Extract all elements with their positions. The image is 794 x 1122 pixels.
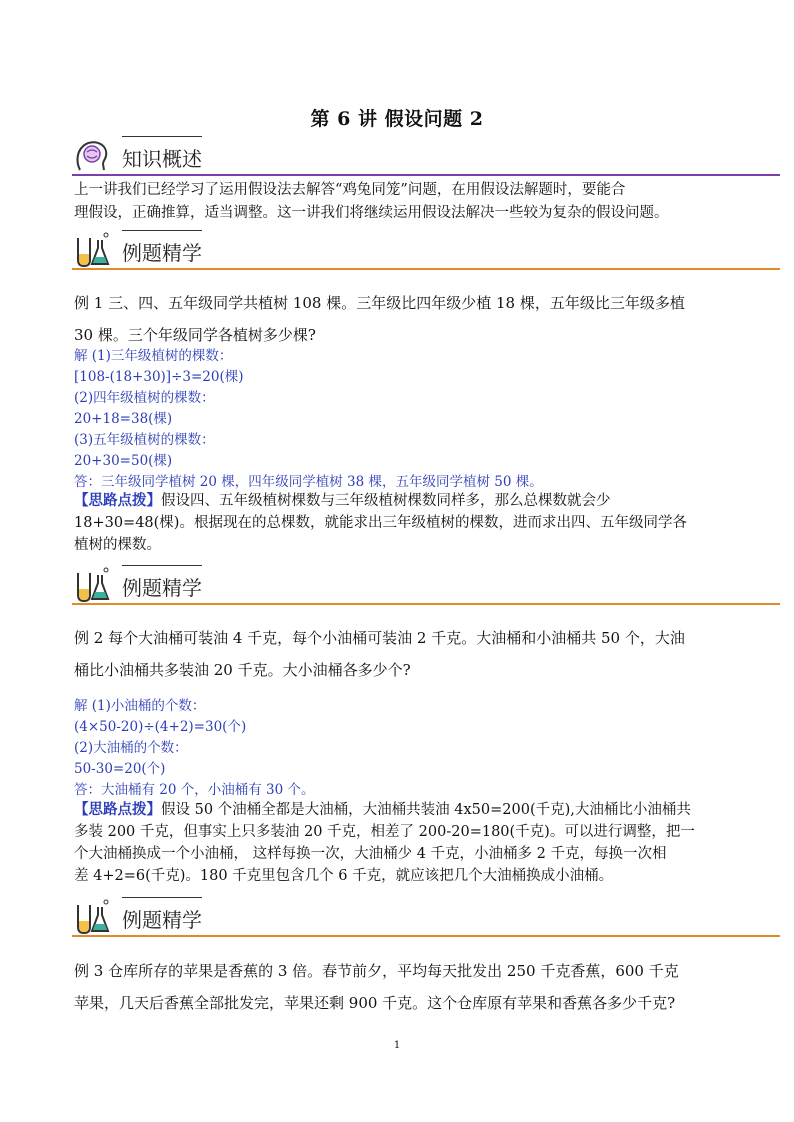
lab-flask-icon [72, 897, 112, 935]
solution-line: (2)四年级植树的棵数： [74, 390, 215, 406]
header-top-rule [122, 136, 202, 137]
question-line: 例 2 每个大油桶可装油 4 千克，每个小油桶可装油 2 千克。大油桶和小油桶共 50 个，大油 [74, 629, 685, 647]
solution-line: 20+18=38(棵) [74, 411, 173, 427]
solution-line: 解 (1)三年级植树的棵数： [74, 348, 233, 364]
header-top-rule [122, 230, 202, 231]
section-label-knowledge: 知识概述 [122, 147, 202, 171]
section-rule-purple [72, 174, 780, 176]
knowledge-text-line: 理假设，正确推算，适当调整。这一讲我们将继续运用假设法解决一些较为复杂的假设问题。 [74, 205, 669, 221]
solution-answer: 答：三年级同学植树 20 棵，四年级同学植树 38 棵，五年级同学植树 50 棵。 [74, 474, 543, 490]
example-1-hint [74, 490, 784, 556]
hint-line: 个大油桶换成一个小油桶， 这样每换一次，大油桶少 4 千克，小油桶多 2 千克，每换一次相 [74, 846, 667, 862]
solution-line: [108-(18+30)]÷3=20(棵) [74, 369, 244, 385]
example-1-question [74, 287, 782, 351]
example-1-solution [74, 346, 782, 493]
hint-tag: 【思路点拨】 [74, 801, 161, 818]
section-label-example: 例题精学 [122, 576, 202, 600]
question-line: 桶比小油桶共多装油 20 千克。大小油桶各多少个? [74, 661, 411, 679]
solution-line: 50-30=20(个) [74, 761, 166, 777]
header-top-rule [122, 897, 202, 898]
lab-flask-icon [72, 565, 112, 603]
question-line: 例 1 三、四、五年级同学共植树 108 棵。三年级比四年级少植 18 棵，五年级比三年级多植 [74, 294, 685, 312]
example-3-question [74, 955, 782, 1019]
question-line: 苹果，几天后香蕉全部批发完，苹果还剩 900 千克。这个仓库原有苹果和香蕉各多少千克? [74, 994, 676, 1012]
solution-line: (2)大油桶的个数： [74, 740, 188, 756]
hint-line: 差 4+2=6(千克)。180 千克里包含几个 6 千克，就应该把几个大油桶换成小油桶。 [74, 868, 614, 884]
hint-tag: 【思路点拨】 [74, 492, 161, 509]
page-title: 第 6 讲 假设问题 2 [310, 108, 484, 130]
section-label-example: 例题精学 [122, 908, 202, 932]
solution-line: (3)五年级植树的棵数： [74, 432, 215, 448]
header-top-rule [122, 565, 202, 566]
section-header-example-3 [72, 897, 780, 937]
hint-line: 多装 200 千克，但事实上只多装油 20 千克，相差了 200-20=180(千克)。可以进行调整，把一 [74, 824, 695, 840]
example-2-solution [74, 696, 782, 801]
question-line: 30 棵。三个年级同学各植树多少棵? [74, 326, 316, 344]
section-rule-orange [72, 935, 780, 937]
page-number: 1 [393, 1040, 401, 1051]
question-line: 例 3 仓库所存的苹果是香蕉的 3 倍。春节前夕，平均每天批发出 250 千克香蕉，600 千克 [74, 962, 679, 980]
section-header-knowledge [72, 136, 780, 176]
solution-line: (4×50-20)÷(4+2)=30(个) [74, 719, 247, 735]
section-rule-orange [72, 603, 780, 605]
brain-head-icon [72, 136, 112, 174]
hint-line: 18+30=48(棵)。根据现在的总棵数，就能求出三年级植树的棵数，进而求出四、五年级同学各 [74, 515, 687, 531]
section-header-example-2 [72, 565, 780, 605]
hint-line: 假设四、五年级植树棵数与三年级植树棵数同样多，那么总棵数就会少 [161, 493, 611, 509]
lab-flask-icon [72, 230, 112, 268]
solution-answer: 答：大油桶有 20 个，小油桶有 30 个。 [74, 782, 315, 798]
section-header-example-1 [72, 230, 780, 270]
hint-line: 植树的棵数。 [74, 537, 161, 553]
example-2-question [74, 622, 782, 686]
section-rule-orange [72, 268, 780, 270]
knowledge-text [74, 179, 782, 225]
section-label-example: 例题精学 [122, 241, 202, 265]
knowledge-text-line: 上一讲我们已经学习了运用假设法去解答“鸡兔同笼”问题，在用假设法解题时，要能合 [74, 182, 626, 198]
solution-line: 解 (1)小油桶的个数： [74, 698, 206, 714]
solution-line: 20+30=50(棵) [74, 453, 173, 469]
hint-line: 假设 50 个油桶全都是大油桶，大油桶共装油 4x50=200(千克),大油桶比小油桶共 [161, 802, 691, 818]
example-2-hint [74, 799, 784, 887]
